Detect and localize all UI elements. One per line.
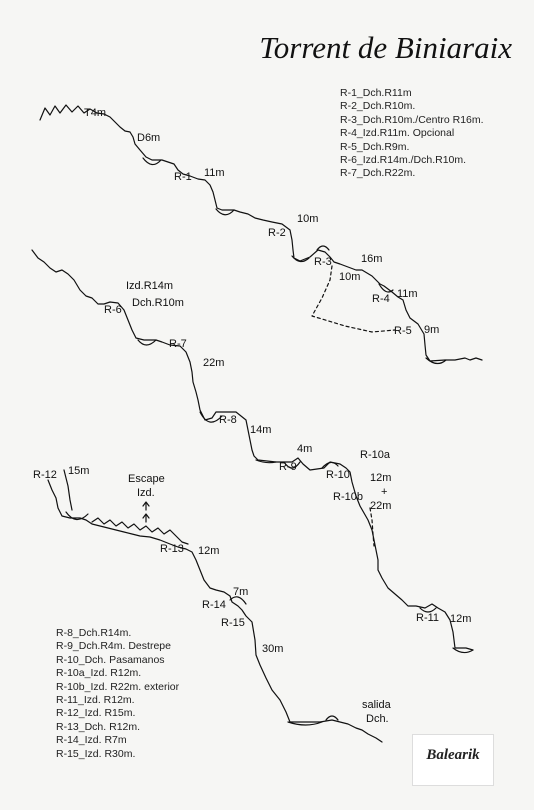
rappel-label: R-14: [202, 599, 226, 611]
escape-arrow-icon: [143, 514, 149, 522]
rappel-label: R-13: [160, 543, 184, 555]
balearik-logo: [412, 734, 494, 786]
length-label: 11m: [397, 288, 418, 300]
rappel-label: R-1: [174, 171, 192, 183]
legend-item: R-15_Izd. R30m.: [56, 747, 136, 760]
legend-item: R-1_Dch.R11m: [340, 87, 412, 99]
legend-item: R-14_Izd. R7m: [56, 734, 127, 747]
legend-item: R-13_Dch. R12m.: [56, 720, 141, 733]
label: +: [381, 486, 388, 498]
pool: [317, 246, 329, 250]
canyon-profile-section-2: [32, 250, 473, 650]
logo-text: Balearik: [426, 747, 480, 763]
legend-item: R-2_Dch.R10m.: [340, 100, 416, 113]
length-label: 15m: [68, 465, 90, 477]
rappel-label: R-7: [169, 338, 187, 350]
legend-item: R-9_Dch.R4m. Destrepe: [56, 640, 171, 653]
legend-item: R-7_Dch.R22m.: [340, 167, 416, 180]
rappel-label: R-9: [279, 461, 297, 473]
legend-item: R-12_Izd. R15m.: [56, 707, 136, 720]
legend-item: R-10a_Izd. R12m.: [56, 667, 142, 680]
escape-arrow-icon: [143, 502, 149, 510]
label: D6m: [137, 132, 161, 144]
canyon-profile-section-1: [40, 105, 482, 361]
rappel-label: R-15: [221, 617, 245, 629]
rappel-label: R-10a: [360, 449, 390, 461]
length-label: 22m: [203, 357, 225, 369]
label: Escape: [128, 473, 165, 485]
legend-item: R-4_Izd.R11m. Opcional: [340, 127, 455, 140]
rappel-label: R-8: [219, 414, 237, 426]
length-label: 22m: [370, 500, 392, 512]
length-label: 30m: [262, 643, 284, 655]
rappel-label: R-3: [314, 256, 332, 268]
page-title: Torrent de Biniaraix: [259, 30, 512, 65]
rappel-label: R-2: [268, 227, 286, 239]
label: Dch.: [366, 713, 389, 725]
length-label: 12m: [450, 613, 472, 625]
label: Izd.R14m: [126, 280, 174, 292]
length-label: 10m: [339, 271, 361, 283]
rappel-label: R-10b: [333, 491, 363, 503]
label: Dch.R10m: [132, 297, 184, 309]
pool: [138, 340, 156, 345]
rappel-label: R-12: [33, 469, 57, 481]
label: Izd.: [137, 487, 155, 499]
label: T4m: [84, 107, 106, 119]
label: salida: [362, 699, 391, 711]
length-label: 10m: [297, 213, 319, 225]
wavy-stream: [92, 518, 188, 544]
rappel-label: R-6: [104, 304, 122, 316]
length-label: 7m: [233, 586, 249, 598]
legend-item: R-6_Izd.R14m./Dch.R10m.: [340, 154, 467, 167]
canyon-profile-section-3: [48, 480, 382, 742]
length-label: 16m: [361, 253, 383, 265]
length-label: 4m: [297, 443, 313, 455]
length-label: 9m: [424, 324, 440, 336]
rappel-label: R-11: [416, 612, 440, 624]
rappel-label: R-4: [372, 293, 390, 305]
length-label: 14m: [250, 424, 272, 436]
legend-item: R-11_Izd. R12m.: [56, 694, 135, 707]
pool: [143, 158, 161, 165]
length-label: 12m: [370, 472, 392, 484]
length-label: 12m: [198, 545, 220, 557]
length-label: 11m: [204, 167, 225, 179]
legend-item: R-10b_Izd. R22m. exterior: [56, 680, 180, 693]
rappel-label: R-10: [326, 469, 350, 481]
pool: [326, 716, 338, 720]
legend-item: R-5_Dch.R9m.: [340, 140, 410, 153]
rappel-label: R-5: [394, 325, 412, 337]
legend-item: R-8_Dch.R14m.: [56, 627, 132, 639]
legend-item: R-10_Dch. Pasamanos: [56, 653, 165, 666]
legend-item: R-3_Dch.R10m./Centro R16m.: [340, 113, 484, 126]
